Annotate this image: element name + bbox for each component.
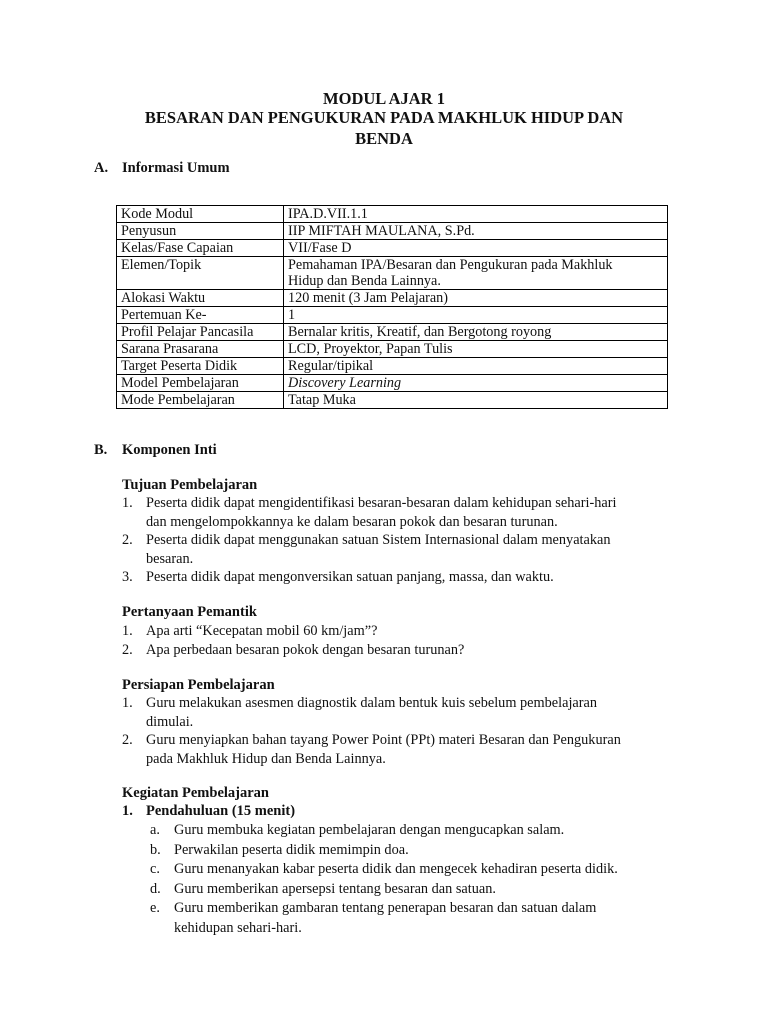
table-value: IPA.D.VII.1.1 (284, 206, 668, 223)
pendahuluan-title: Pendahuluan (15 menit) (146, 803, 296, 819)
list-number: 1. (122, 695, 133, 711)
list-item-line2: dan mengelompokkannya ke dalam besaran pokok dan besaran turunan. (146, 513, 558, 530)
list-item-line1: Guru memberikan gambaran tentang penerapan besaran dan satuan dalam (174, 900, 597, 916)
table-value-line2: Hidup dan Benda Lainnya. (288, 273, 441, 289)
list-item (150, 860, 674, 880)
section-b-heading (94, 442, 217, 459)
module-title: MODUL AJAR 1 (323, 89, 445, 108)
table-row (117, 358, 668, 375)
list-number: 1. (122, 495, 133, 511)
list-item-text: Apa perbedaan besaran pokok dengan besaran turunan? (146, 641, 465, 658)
table-value: Tatap Muka (284, 392, 668, 409)
list-item-line2: besaran. (146, 550, 194, 567)
list-letter: b. (150, 841, 161, 858)
table-value: IIP MIFTAH MAULANA, S.Pd. (284, 223, 668, 240)
table-row (117, 257, 668, 290)
list-item (122, 531, 674, 568)
table-key: Kode Modul (117, 206, 284, 223)
section-a-letter: A. (94, 160, 109, 176)
table-value: Regular/tipikal (284, 358, 668, 375)
list-letter: a. (150, 822, 160, 838)
list-letter: c. (150, 861, 160, 877)
table-key: Penyusun (117, 223, 284, 240)
list-number: 1. (122, 623, 133, 639)
tujuan-heading: Tujuan Pembelajaran (122, 477, 258, 493)
section-b-title: Komponen Inti (122, 442, 217, 458)
table-value: LCD, Proyektor, Papan Tulis (284, 341, 668, 358)
section-a-title: Informasi Umum (122, 160, 230, 176)
table-key: Alokasi Waktu (117, 290, 284, 307)
table-row (117, 223, 668, 240)
pemantik-list (122, 622, 674, 659)
persiapan-heading: Persiapan Pembelajaran (122, 677, 275, 693)
table-value: Discovery Learning (284, 375, 668, 392)
persiapan-list (122, 694, 674, 768)
table-row (117, 240, 668, 257)
module-subtitle-line2: BENDA (355, 129, 413, 148)
list-number: 2. (122, 732, 133, 748)
list-item-line1: Guru melakukan asesmen diagnostik dalam bentuk kuis sebelum pembelajaran (146, 695, 598, 711)
list-item-line2: pada Makhluk Hidup dan Benda Lainnya. (146, 750, 386, 767)
list-item-line1: Guru memberikan apersepsi tentang besaran dan satuan. (174, 880, 496, 897)
list-item (150, 899, 674, 938)
list-item-line2: kehidupan sehari-hari. (174, 919, 302, 936)
list-item-line1: Guru membuka kegiatan pembelajaran dengan mengucapkan salam. (174, 822, 565, 838)
list-number: 1. (122, 803, 133, 819)
list-item (150, 821, 674, 841)
table-row (117, 307, 668, 324)
section-a-heading (94, 160, 230, 177)
list-number: 3. (122, 569, 133, 585)
table-key: Model Pembelajaran (117, 375, 284, 392)
table-value: VII/Fase D (284, 240, 668, 257)
list-item-line1: Perwakilan peserta didik memimpin doa. (174, 841, 409, 858)
table-row (117, 206, 668, 223)
list-item-line1: Peserta didik dapat menggunakan satuan Sistem Internasional dalam menyatakan (146, 532, 611, 548)
table-key: Target Peserta Didik (117, 358, 284, 375)
table-key: Kelas/Fase Capaian (117, 240, 284, 257)
table-key: Mode Pembelajaran (117, 392, 284, 409)
pendahuluan-heading (122, 803, 295, 820)
list-letter: d. (150, 880, 161, 897)
table-value (284, 257, 668, 290)
list-item-text: Apa arti “Kecepatan mobil 60 km/jam”? (146, 623, 378, 639)
pemantik-heading: Pertanyaan Pemantik (122, 604, 257, 620)
table-row (117, 375, 668, 392)
list-item (150, 880, 674, 900)
list-item (150, 841, 674, 861)
list-item (122, 568, 674, 587)
table-value: 1 (284, 307, 668, 324)
section-b-letter: B. (94, 442, 108, 458)
module-subtitle-line1: BESARAN DAN PENGUKURAN PADA MAKHLUK HIDUP DAN (144, 108, 624, 127)
list-number: 2. (122, 641, 133, 658)
table-value-line1: Pemahaman IPA/Besaran dan Pengukuran pada Makhluk (288, 257, 613, 273)
table-key: Profil Pelajar Pancasila (117, 324, 284, 341)
info-table (116, 205, 668, 409)
list-item (122, 494, 674, 531)
tujuan-list (122, 494, 674, 587)
list-letter: e. (150, 900, 160, 916)
kegiatan-heading: Kegiatan Pembelajaran (122, 785, 269, 801)
table-row (117, 341, 668, 358)
list-item-line1: Guru menanyakan kabar peserta didik dan mengecek kehadiran peserta didik. (174, 861, 618, 877)
list-item (122, 731, 674, 768)
table-row (117, 392, 668, 409)
list-item-line1: Peserta didik dapat mengidentifikasi besaran-besaran dalam kehidupan sehari-hari (146, 495, 617, 511)
table-key: Pertemuan Ke- (117, 307, 284, 324)
table-value: 120 menit (3 Jam Pelajaran) (284, 290, 668, 307)
pendahuluan-list (150, 821, 674, 938)
list-item-line1: Guru menyiapkan bahan tayang Power Point (PPt) materi Besaran dan Pengukuran (146, 732, 621, 748)
table-row (117, 324, 668, 341)
table-row (117, 290, 668, 307)
list-item-line1: Peserta didik dapat mengonversikan satuan panjang, massa, dan waktu. (146, 569, 554, 585)
table-key: Sarana Prasarana (117, 341, 284, 358)
list-number: 2. (122, 532, 133, 548)
list-item (122, 622, 674, 641)
list-item (122, 641, 674, 660)
list-item-line2: dimulai. (146, 713, 194, 730)
table-key: Elemen/Topik (117, 257, 284, 290)
table-value: Bernalar kritis, Kreatif, dan Bergotong royong (284, 324, 668, 341)
list-item (122, 694, 674, 731)
